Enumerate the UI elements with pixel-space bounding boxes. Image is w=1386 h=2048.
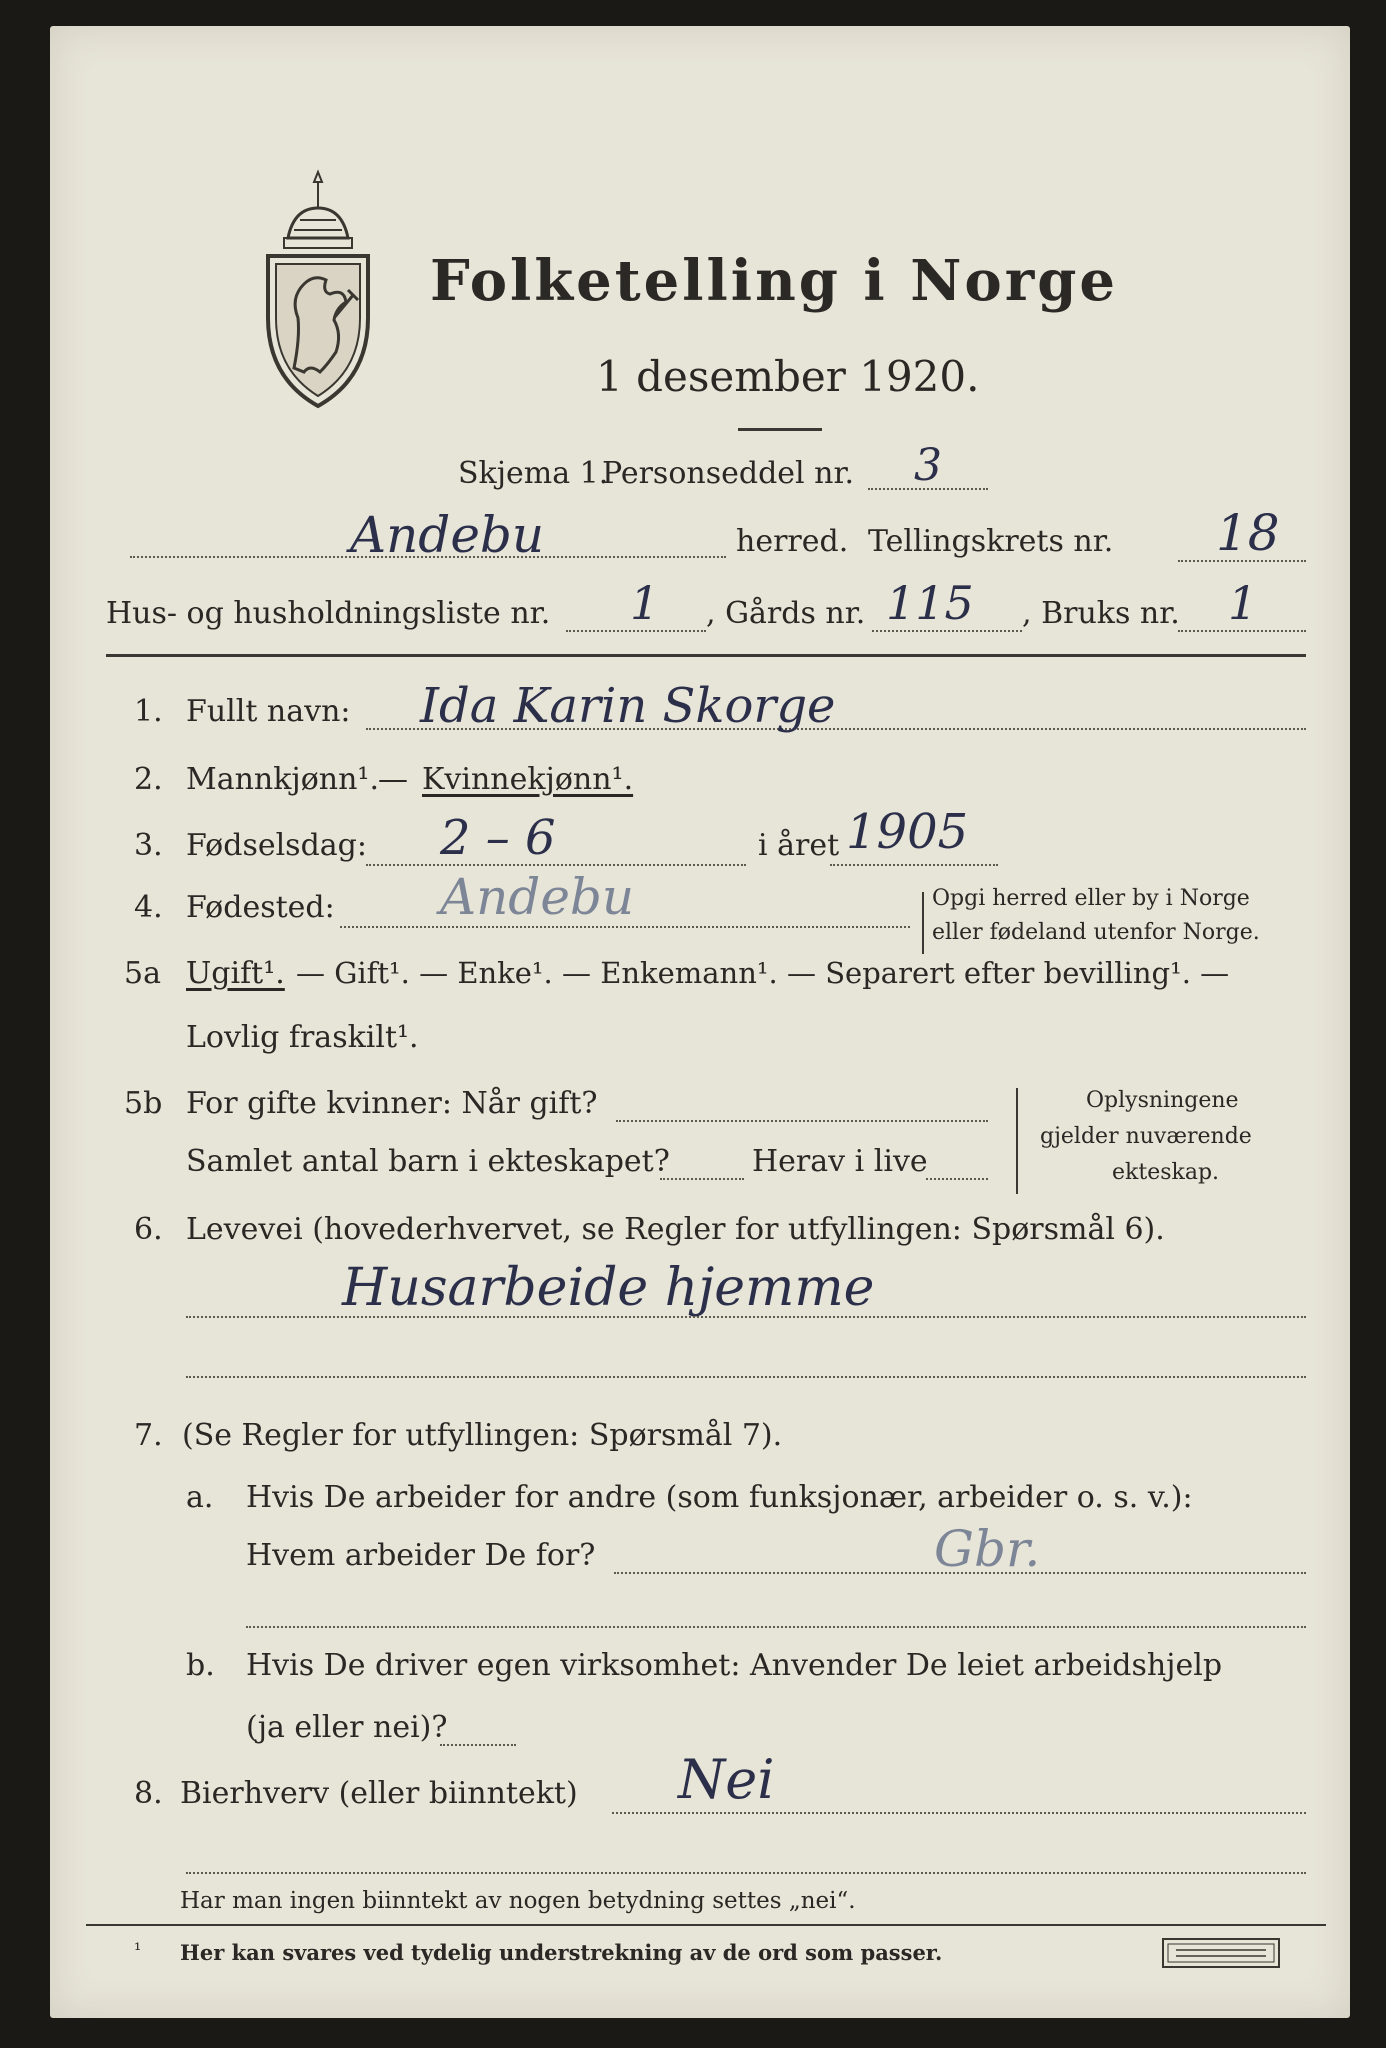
q7b-letter: b.: [186, 1648, 215, 1683]
unmarried-option: Ugift¹.: [186, 956, 285, 991]
employer-label: Hvem arbeider De for?: [246, 1538, 596, 1573]
person-number-value: 3: [914, 440, 942, 491]
birth-year-label: i året: [758, 828, 840, 863]
birthplace-value: Andebu: [440, 868, 635, 926]
birthdate-line: [366, 864, 746, 866]
census-form-sheet: [50, 26, 1350, 2018]
gaard-label: , Gårds nr.: [706, 596, 866, 631]
bruk-value: 1: [1228, 576, 1258, 630]
occupation-label: Levevei (hovederhvervet, se Regler for utfyllingen: Spørsmål 6).: [186, 1212, 1165, 1247]
full-name-value: Ida Karin Skorge: [420, 678, 836, 734]
footnote-text: Her kan svares ved tydelig understrekning av de ord som passer.: [180, 1940, 943, 1965]
no-income-note: Har man ingen biinntekt av nogen betydning settes „nei“.: [180, 1888, 856, 1914]
side-income-line: [612, 1812, 1306, 1814]
hired-help-line: [440, 1744, 516, 1746]
household-list-label: Hus- og husholdningsliste nr.: [106, 596, 551, 631]
tellingskrets-label: Tellingskrets nr.: [868, 524, 1114, 559]
marriage-note-brace: [1016, 1088, 1018, 1194]
marriage-note-line3: ekteskap.: [1112, 1160, 1220, 1185]
q4-number: 4.: [134, 890, 163, 925]
title-divider: [738, 428, 822, 431]
children-total-line: [660, 1178, 744, 1180]
children-alive-line: [926, 1178, 988, 1180]
q8-number: 8.: [134, 1776, 163, 1811]
coat-of-arms-icon: [264, 168, 372, 414]
employer-value: Gbr.: [934, 1520, 1041, 1578]
form-title: Folketelling i Norge: [430, 248, 1119, 314]
bruk-label: , Bruks nr.: [1022, 596, 1180, 631]
employer-line-2: [246, 1626, 1306, 1628]
household-list-value: 1: [630, 576, 660, 630]
male-option: Mannkjønn¹.: [186, 762, 379, 797]
divorced-option: Lovlig fraskilt¹.: [186, 1020, 419, 1055]
children-alive-label: Herav i live: [752, 1144, 928, 1179]
schema-label: Skjema 1.: [458, 456, 609, 491]
side-income-label: Bierhverv (eller biinntekt): [180, 1776, 578, 1811]
tellingskrets-value: 18: [1216, 504, 1280, 562]
marriage-note-line2: gjelder nuværende: [1040, 1124, 1252, 1149]
q1-number: 1.: [134, 694, 163, 729]
gender-dash: —: [378, 762, 408, 797]
hired-help-label: (ja eller nei)?: [246, 1710, 448, 1745]
q3-number: 3.: [134, 828, 163, 863]
birthplace-note-brace: [922, 892, 924, 954]
occupation-line-2: [186, 1376, 1306, 1378]
birthplace-note-line1: Opgi herred eller by i Norge: [932, 886, 1250, 911]
gaard-value: 115: [886, 576, 974, 630]
married-when-line: [616, 1120, 988, 1122]
occupation-value: Husarbeide hjemme: [342, 1258, 875, 1318]
marital-options: — Gift¹. — Enke¹. — Enkemann¹. — Separert efter bevilling¹. —: [296, 956, 1230, 990]
household-list-line: [566, 630, 706, 632]
birthplace-label: Fødested:: [186, 890, 335, 925]
female-option: Kvinnekjønn¹.: [422, 762, 634, 797]
q7a-line1: Hvis De arbeider for andre (som funksjonær, arbeider o. s. v.):: [246, 1480, 1193, 1515]
q6-number: 6.: [134, 1212, 163, 1247]
census-date: 1 desember 1920.: [596, 352, 980, 401]
person-number-label: Personseddel nr.: [602, 456, 855, 491]
birth-year-value: 1905: [846, 804, 969, 860]
herred-value: Andebu: [350, 506, 545, 564]
printer-stamp-icon: [1162, 1938, 1280, 1968]
header-divider: [106, 654, 1306, 657]
q2-number: 2.: [134, 762, 163, 797]
footnote-divider: [86, 1924, 1326, 1926]
footnote-marker: ¹: [134, 1940, 142, 1961]
q7a-letter: a.: [186, 1480, 214, 1515]
occupation-line-1: [186, 1316, 1306, 1318]
q5a-number: 5a: [124, 956, 161, 991]
q5b-number: 5b: [124, 1086, 163, 1121]
side-income-line-2: [186, 1872, 1306, 1874]
marriage-note-line1: Oplysningene: [1086, 1088, 1239, 1113]
birthplace-line: [340, 926, 910, 928]
birthdate-label: Fødselsdag:: [186, 828, 367, 863]
birth-year-line: [830, 864, 998, 866]
children-total-label: Samlet antal barn i ekteskapet?: [186, 1144, 670, 1179]
q7-label: (Se Regler for utfyllingen: Spørsmål 7).: [182, 1418, 783, 1453]
gaard-line: [872, 630, 1022, 632]
q7-number: 7.: [134, 1418, 163, 1453]
birthdate-value: 2 – 6: [440, 810, 556, 866]
bruk-line: [1178, 630, 1306, 632]
birthplace-note-line2: eller fødeland utenfor Norge.: [932, 920, 1260, 945]
q7b-line1: Hvis De driver egen virksomhet: Anvender De leiet arbeidshjelp: [246, 1648, 1223, 1683]
herred-label: herred.: [736, 524, 849, 559]
full-name-label: Fullt navn:: [186, 694, 351, 729]
side-income-value: Nei: [678, 1748, 775, 1811]
married-women-when-label: For gifte kvinner: Når gift?: [186, 1086, 598, 1121]
